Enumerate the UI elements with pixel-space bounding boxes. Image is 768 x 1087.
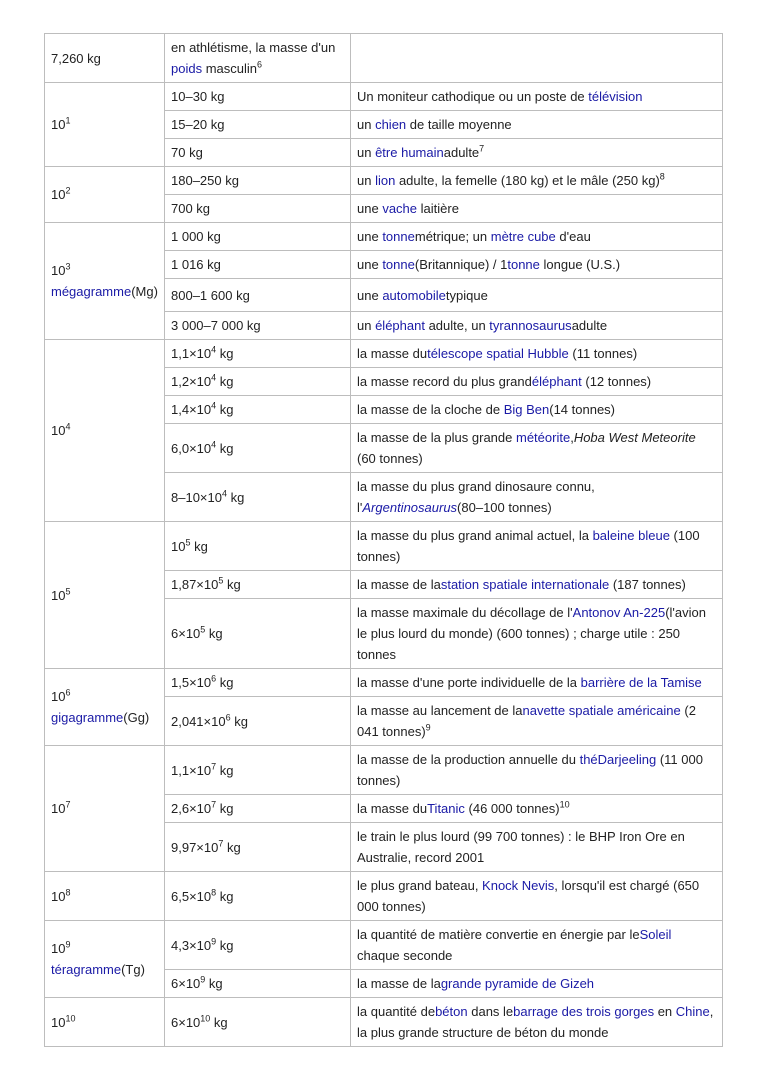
wiki-link[interactable]: éléphant	[375, 318, 425, 333]
description-cell	[351, 795, 723, 823]
footnote-superscript: 7	[211, 799, 217, 810]
description-cell	[351, 571, 723, 599]
text-run: un	[357, 173, 376, 188]
text-run: kg	[216, 346, 234, 361]
text-run: kg	[216, 801, 234, 816]
text-run: dans le	[467, 1004, 514, 1019]
wiki-link[interactable]: Big Ben	[503, 402, 550, 417]
description-cell	[351, 998, 723, 1047]
text-run: 10	[51, 187, 66, 202]
wiki-link[interactable]: vache	[382, 201, 418, 216]
wiki-link[interactable]: gigagramme	[51, 710, 124, 725]
text-run: 180–250 kg	[171, 173, 239, 188]
footnote-superscript: 7	[211, 761, 217, 772]
footnote-superscript: 4	[211, 344, 217, 355]
text-run: (Gg)	[123, 710, 150, 725]
wiki-link[interactable]: barrage des trois gorges	[513, 1004, 655, 1019]
footnote-superscript: 9	[211, 936, 217, 947]
footnote-superscript: 9	[425, 722, 431, 733]
mass-cell	[165, 571, 351, 599]
table-row	[45, 998, 723, 1047]
description-cell	[351, 167, 723, 195]
footnote-superscript: 10	[65, 1013, 76, 1024]
text-run: le plus grand bateau,	[357, 878, 483, 893]
text-run: adulte	[443, 145, 480, 160]
mass-cell	[165, 368, 351, 396]
text-run: 10	[51, 587, 66, 603]
text-run: 1,87×10	[171, 577, 219, 592]
table-row	[45, 223, 723, 251]
mass-cell	[165, 872, 351, 921]
wiki-link[interactable]: béton	[435, 1004, 468, 1019]
footnote-superscript: 4	[221, 488, 227, 499]
text-run: kg	[227, 489, 245, 505]
text-run: la masse du	[357, 346, 428, 361]
text-run: la masse de la cloche de	[357, 402, 504, 417]
text-run: une	[357, 201, 383, 216]
order-of-magnitude-cell	[45, 669, 165, 746]
footnote-superscript: 7	[479, 143, 485, 154]
text-run: un	[357, 318, 376, 333]
mass-cell	[165, 195, 351, 223]
footnote-superscript: 8	[659, 171, 665, 182]
wiki-link[interactable]: tyrannosaurus	[489, 318, 572, 333]
text-run: une	[357, 229, 383, 244]
mass-cell	[165, 823, 351, 872]
text-run: kg	[205, 976, 223, 991]
text-run: (60 tonnes)	[357, 451, 423, 466]
wiki-link[interactable]: chien	[375, 117, 407, 132]
wiki-link[interactable]: baleine bleue	[592, 528, 670, 543]
text-run: adulte, un	[424, 318, 490, 333]
text-run: la masse au lancement de la	[357, 703, 523, 718]
footnote-superscript: 5	[200, 624, 206, 635]
text-run: masculin	[202, 61, 257, 76]
text-run: 70 kg	[171, 145, 203, 160]
footnote-superscript: 10	[559, 799, 570, 810]
text-run: (Britannique) / 1	[414, 257, 508, 272]
wiki-link[interactable]: navette spatiale américaine	[522, 703, 681, 718]
text-run: typique	[445, 287, 488, 303]
footnote-superscript: 4	[65, 421, 71, 432]
table-row	[45, 746, 723, 795]
text-run: 1,1×10	[171, 762, 212, 778]
text-run: 1,1×10	[171, 346, 212, 361]
text-run: la masse du plus grand dinosaure connu, l'	[357, 479, 595, 515]
text-run: (2 041 tonnes)	[357, 703, 696, 739]
text-run: Un moniteur cathodique ou un poste de	[357, 89, 589, 104]
text-run: , la plus grande structure de béton du monde	[357, 1004, 714, 1040]
description-cell	[351, 424, 723, 473]
wiki-link[interactable]: Darjeeling	[597, 752, 657, 767]
footnote-superscript: 5	[218, 575, 224, 586]
text-run: 2,041×10	[171, 713, 226, 729]
text-run: 15–20 kg	[171, 117, 225, 132]
mass-cell	[165, 669, 351, 697]
text-run: kg	[190, 538, 208, 554]
text-run: 1,5×10	[171, 675, 212, 690]
wiki-link[interactable]: téragramme	[51, 962, 122, 977]
footnote-superscript: 7	[65, 799, 71, 810]
mass-cell	[165, 139, 351, 167]
mass-cell	[165, 279, 351, 312]
wiki-link[interactable]: tonne	[507, 257, 540, 272]
text-run: (14 tonnes)	[549, 402, 616, 417]
text-run: , lorsqu'il est chargé (650 000 tonnes)	[357, 878, 700, 914]
text-run: 6,0×10	[171, 440, 212, 456]
description-cell	[351, 340, 723, 368]
text-run: Hoba West Meteorite	[573, 430, 696, 445]
table-row	[45, 872, 723, 921]
description-cell	[351, 970, 723, 998]
mass-cell	[165, 424, 351, 473]
text-run: une	[357, 287, 383, 303]
description-cell	[351, 599, 723, 669]
wiki-link[interactable]: Antonov An-225	[572, 605, 666, 620]
text-run: (12 tonnes)	[581, 374, 652, 389]
text-run: un	[357, 117, 376, 132]
mass-cell	[165, 746, 351, 795]
footnote-superscript: 9	[200, 974, 206, 985]
text-run: 7,260 kg	[51, 50, 101, 66]
text-run: (Mg)	[131, 284, 158, 299]
text-run: 800–1 600 kg	[171, 287, 250, 303]
wiki-link[interactable]: Argentinosaurus	[362, 500, 458, 515]
text-run: une	[357, 257, 383, 272]
text-run: la quantité de	[357, 1004, 436, 1019]
text-run: (11 000 tonnes)	[357, 752, 703, 788]
text-run: la masse du	[357, 801, 428, 816]
footnote-superscript: 8	[211, 887, 217, 898]
order-of-magnitude-cell	[45, 167, 165, 223]
text-run: 10	[51, 888, 66, 904]
description-cell	[351, 312, 723, 340]
text-run: le train le plus lourd (99 700 tonnes) : le BHP Iron Ore en Australie, record 2001	[357, 829, 685, 865]
wiki-link[interactable]: météorite	[515, 430, 571, 445]
footnote-superscript: 3	[65, 261, 71, 272]
text-run: en athlétisme, la masse d'un	[171, 40, 336, 55]
text-run: de taille moyenne	[406, 117, 512, 132]
text-run: adulte	[571, 318, 608, 333]
mass-cell	[165, 83, 351, 111]
footnote-superscript: 5	[185, 537, 191, 548]
text-run: kg	[216, 888, 234, 904]
footnote-superscript: 4	[211, 439, 217, 450]
text-run: 1 016 kg	[171, 257, 221, 272]
text-run: kg	[216, 937, 234, 953]
mass-cell	[165, 167, 351, 195]
footnote-superscript: 5	[65, 586, 71, 597]
footnote-superscript: 6	[211, 673, 217, 684]
text-run: la masse d'une porte individuelle de la	[357, 675, 581, 690]
text-run: 10	[51, 263, 66, 278]
order-of-magnitude-cell	[45, 34, 165, 83]
mass-cell	[165, 599, 351, 669]
text-run: kg	[223, 577, 241, 592]
wiki-link[interactable]: Soleil	[639, 927, 672, 942]
mass-cell	[165, 34, 351, 83]
text-run: d'eau	[555, 229, 591, 244]
mass-cell	[165, 111, 351, 139]
wiki-link[interactable]: éléphant	[531, 374, 582, 389]
mass-cell	[165, 998, 351, 1047]
text-run: 4,3×10	[171, 937, 212, 953]
text-run: (187 tonnes)	[609, 577, 686, 592]
table-row	[45, 522, 723, 571]
text-run: laitière	[417, 201, 459, 216]
text-run: la masse de la plus grande	[357, 430, 516, 445]
footnote-superscript: 8	[65, 887, 71, 898]
order-of-magnitude-cell	[45, 83, 165, 167]
text-run: 6×10	[171, 1014, 201, 1030]
wiki-link[interactable]: mètre cube	[490, 229, 556, 244]
footnote-superscript: 1	[65, 115, 71, 126]
table-row	[45, 921, 723, 970]
text-run: en	[654, 1004, 676, 1019]
description-cell	[351, 396, 723, 424]
text-run: 1,4×10	[171, 402, 212, 417]
description-cell	[351, 473, 723, 522]
description-cell	[351, 251, 723, 279]
wiki-link[interactable]: poids	[171, 61, 203, 76]
text-run: la masse de la	[357, 577, 441, 592]
description-cell	[351, 83, 723, 111]
footnote-superscript: 10	[200, 1013, 211, 1024]
description-cell	[351, 697, 723, 746]
mass-cell	[165, 795, 351, 823]
mass-cell	[165, 473, 351, 522]
description-cell	[351, 195, 723, 223]
footnote-superscript: 6	[225, 712, 231, 723]
text-run: (l'avion le plus lourd du monde) (600 tonnes) ; charge utile : 250 tonnes	[357, 605, 706, 662]
text-run: kg	[216, 402, 234, 417]
text-run: 2,6×10	[171, 801, 212, 816]
table-row	[45, 34, 723, 83]
text-run: adulte, la femelle (180 kg) et le mâle (250 kg)	[395, 173, 660, 188]
order-of-magnitude-cell	[45, 340, 165, 522]
text-run: un	[357, 145, 376, 160]
wiki-link[interactable]: télévision	[588, 89, 643, 104]
footnote-superscript: 2	[65, 185, 71, 196]
wiki-link[interactable]: Titanic	[427, 801, 465, 816]
text-run: kg	[223, 839, 241, 855]
order-of-magnitude-cell	[45, 872, 165, 921]
text-run: 6,5×10	[171, 888, 212, 904]
description-cell	[351, 368, 723, 396]
order-of-magnitude-cell	[45, 998, 165, 1047]
text-run: métrique; un	[414, 229, 491, 244]
text-run: 10	[51, 117, 66, 132]
text-run: 10	[51, 423, 66, 438]
mass-cell	[165, 340, 351, 368]
footnote-superscript: 7	[218, 838, 224, 849]
text-run: la masse de la production annuelle du	[357, 752, 580, 767]
wiki-link[interactable]: mégagramme	[51, 284, 132, 299]
wiki-link[interactable]: grande pyramide de Gizeh	[440, 976, 595, 991]
text-run: kg	[230, 713, 248, 729]
footnote-superscript: 6	[257, 59, 263, 70]
text-run: chaque seconde	[357, 948, 453, 963]
wiki-link[interactable]: Knock Nevis	[482, 878, 555, 893]
text-run: 9,97×10	[171, 839, 219, 855]
mass-cell	[165, 251, 351, 279]
description-cell	[351, 34, 723, 83]
text-run: la masse record du plus grand	[357, 374, 532, 389]
description-cell	[351, 111, 723, 139]
text-run: 10	[171, 538, 186, 554]
description-cell	[351, 921, 723, 970]
wiki-link[interactable]: Chine	[675, 1004, 710, 1019]
description-cell	[351, 279, 723, 312]
wiki-link[interactable]: télescope spatial Hubble	[427, 346, 569, 361]
text-run: 10–30 kg	[171, 89, 225, 104]
text-run: (46 000 tonnes)	[464, 801, 560, 816]
mass-orders-table	[44, 33, 723, 1047]
text-run: 10	[51, 689, 66, 704]
text-run: (100 tonnes)	[357, 528, 700, 564]
order-of-magnitude-cell	[45, 522, 165, 669]
wiki-link[interactable]: barrière de la Tamise	[580, 675, 702, 690]
mass-cell	[165, 223, 351, 251]
footnote-superscript: 6	[65, 687, 71, 698]
wiki-link[interactable]: thé	[579, 752, 598, 767]
text-run: la masse maximale du décollage de l'	[357, 605, 573, 620]
mass-cell	[165, 522, 351, 571]
text-run: 10	[51, 1014, 66, 1030]
table-row	[45, 83, 723, 111]
text-run: 10	[51, 801, 66, 816]
text-run: 8–10×10	[171, 489, 222, 505]
table-body	[45, 34, 723, 1047]
description-cell	[351, 823, 723, 872]
order-of-magnitude-cell	[45, 746, 165, 872]
text-run: (11 tonnes)	[568, 346, 638, 361]
text-run: la quantité de matière convertie en énergie par le	[357, 927, 640, 942]
description-cell	[351, 872, 723, 921]
text-run: 1,2×10	[171, 374, 212, 389]
text-run: kg	[205, 626, 223, 641]
wiki-link[interactable]: tonne	[382, 229, 415, 244]
mass-cell	[165, 396, 351, 424]
text-run: kg	[216, 440, 234, 456]
text-run: 10	[51, 941, 66, 956]
text-run: 3 000–7 000 kg	[171, 318, 261, 333]
footnote-superscript: 9	[65, 939, 71, 950]
text-run: la masse de la	[357, 976, 441, 991]
wiki-link[interactable]: automobile	[382, 287, 446, 303]
order-of-magnitude-cell	[45, 921, 165, 998]
wiki-link[interactable]: station spatiale internationale	[440, 577, 610, 592]
wiki-link[interactable]: tonne	[382, 257, 415, 272]
text-run: kg	[216, 675, 234, 690]
footnote-superscript: 4	[211, 400, 217, 411]
text-run: kg	[210, 1014, 228, 1030]
mass-cell	[165, 697, 351, 746]
text-run: 700 kg	[171, 201, 211, 216]
text-run: 6×10	[171, 626, 201, 641]
text-run: 1 000 kg	[171, 229, 221, 244]
text-run: 6×10	[171, 976, 201, 991]
order-of-magnitude-cell	[45, 223, 165, 340]
wiki-link[interactable]: être humain	[375, 145, 444, 160]
text-run: ,	[570, 430, 574, 445]
wiki-link[interactable]: lion	[375, 173, 396, 188]
mass-cell	[165, 312, 351, 340]
table-row	[45, 340, 723, 368]
footnote-superscript: 4	[211, 372, 217, 383]
description-cell	[351, 223, 723, 251]
description-cell	[351, 669, 723, 697]
description-cell	[351, 746, 723, 795]
description-cell	[351, 139, 723, 167]
text-run: (80–100 tonnes)	[457, 500, 552, 515]
text-run: kg	[216, 762, 234, 778]
text-run: (Tg)	[121, 962, 145, 977]
text-run: kg	[216, 374, 234, 389]
mass-cell	[165, 921, 351, 970]
table-row	[45, 167, 723, 195]
description-cell	[351, 522, 723, 571]
text-run: la masse du plus grand animal actuel, la	[357, 528, 593, 543]
text-run: longue (U.S.)	[539, 257, 621, 272]
table-row	[45, 669, 723, 697]
mass-cell	[165, 970, 351, 998]
